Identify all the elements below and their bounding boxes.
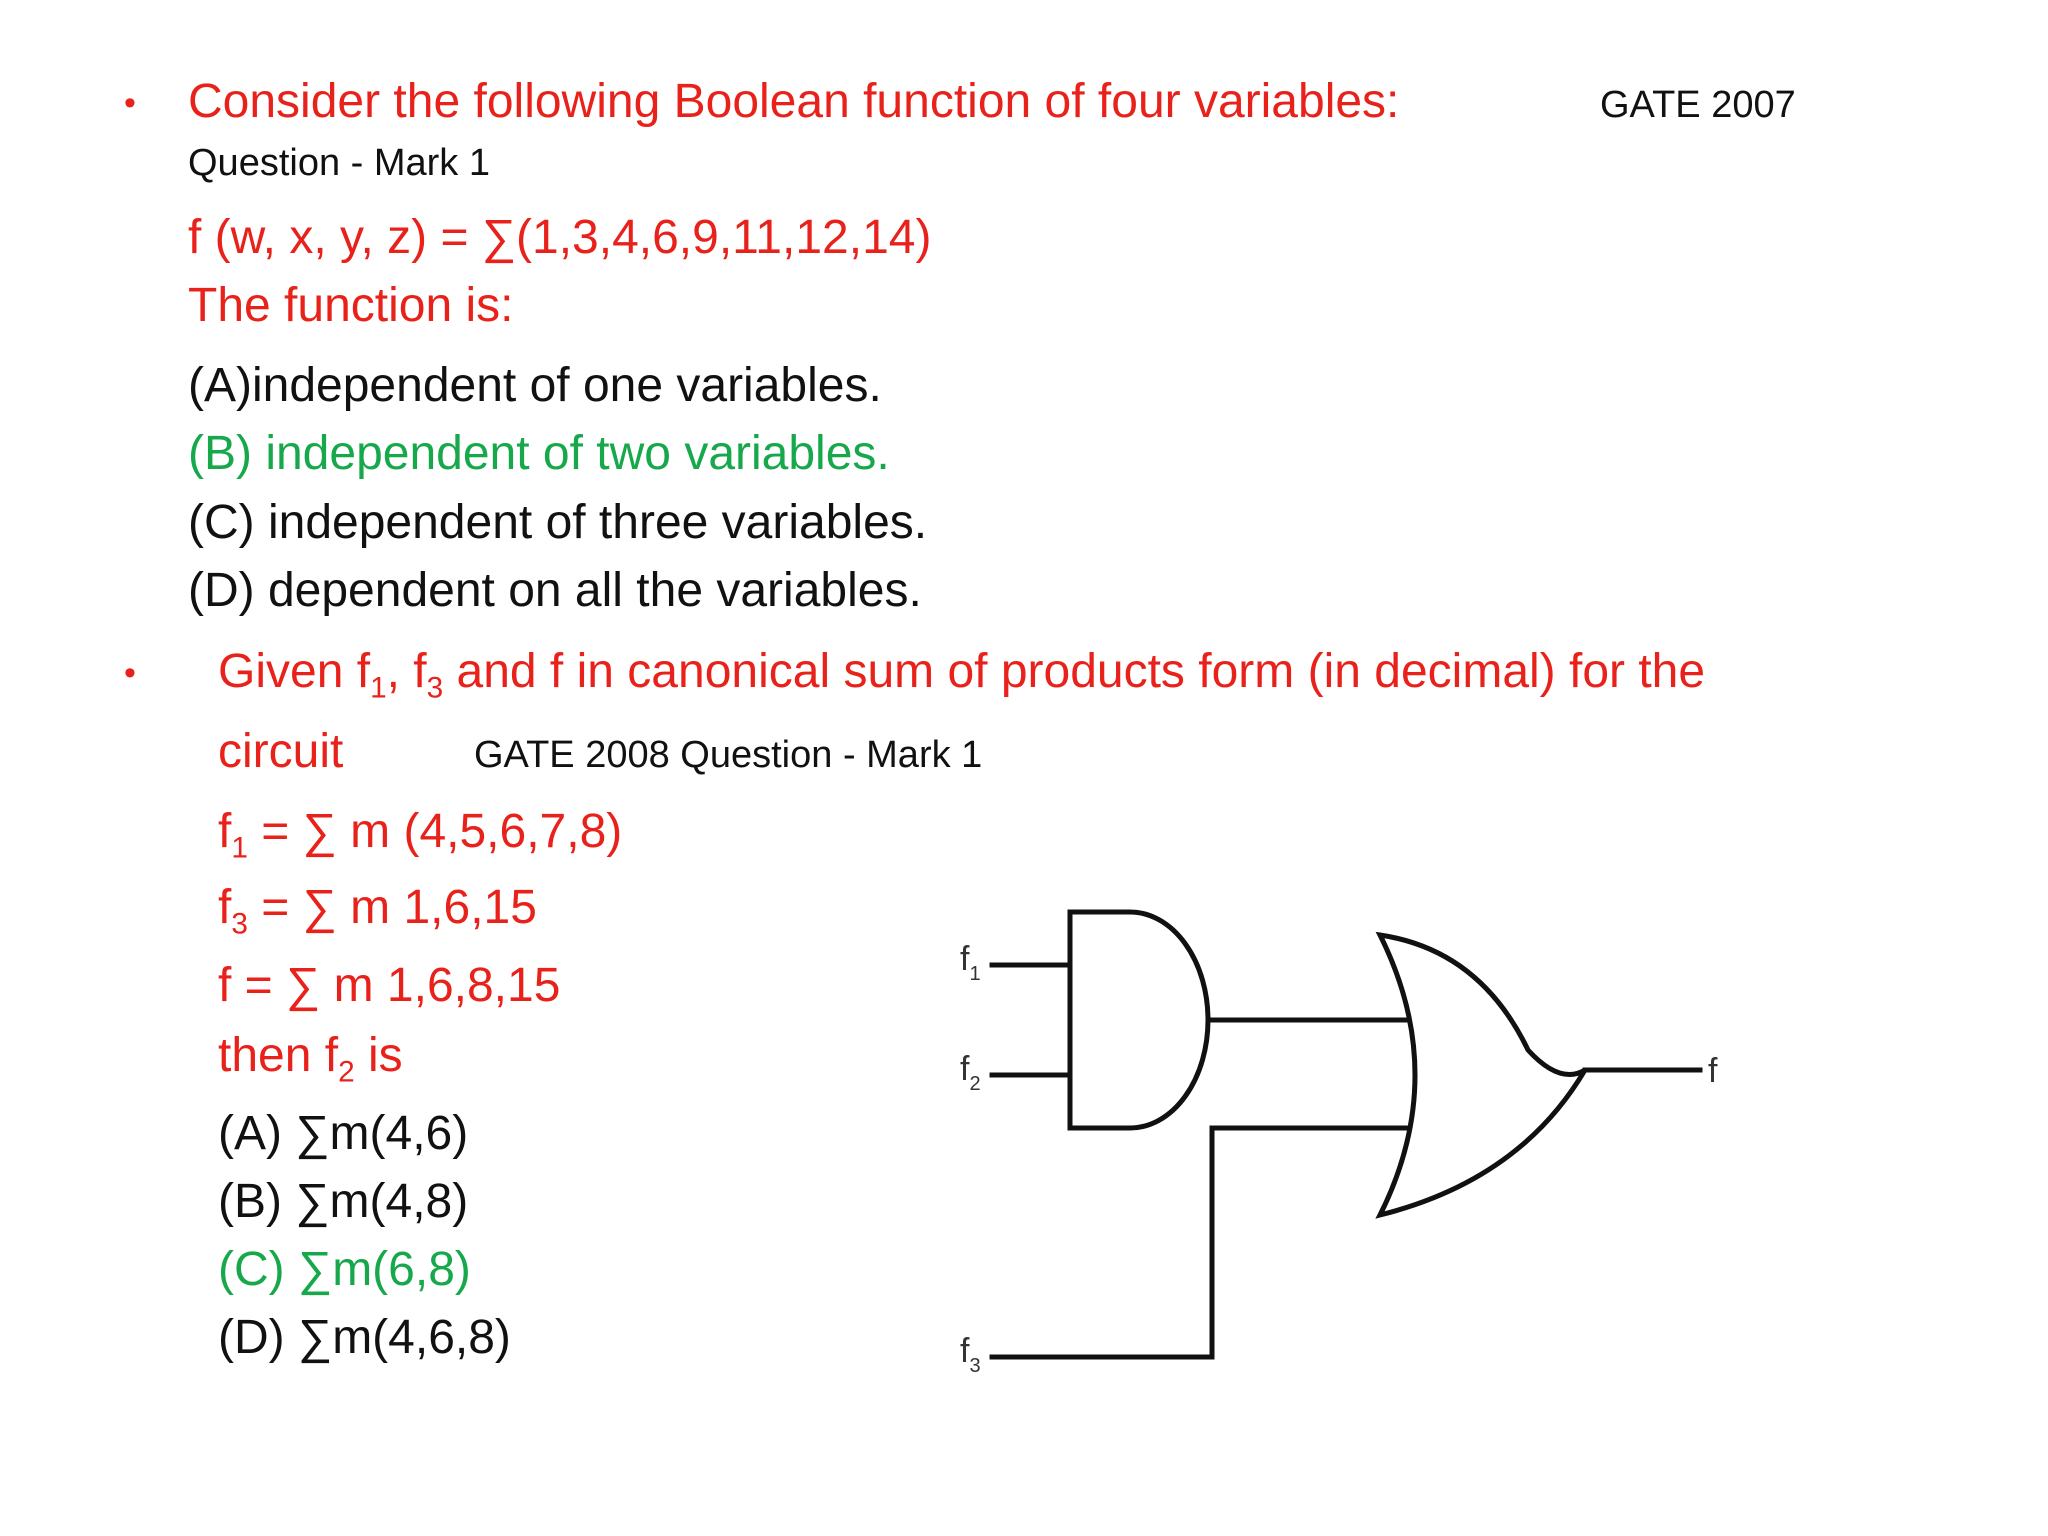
logic-circuit-diagram xyxy=(930,880,1730,1400)
q2-line2: circuit xyxy=(218,725,344,778)
q2-source: GATE 2008 Question - Mark 1 xyxy=(474,734,983,776)
q1-option-a: (A)independent of one variables. xyxy=(188,359,882,412)
q1-source-mark: Question - Mark 1 xyxy=(188,142,490,184)
circuit-label-out: f xyxy=(1708,1052,1718,1090)
q2-f3: $f_3$ = ∑ m 1,6,15 xyxy=(218,881,537,941)
q1-option-d: (D) dependent on all the variables. xyxy=(188,564,922,617)
circuit-label-f2: $f_2$ xyxy=(960,1050,981,1095)
q1-option-b: (B) independent of two variables. xyxy=(188,427,890,480)
q2-then: then $f_2$ is xyxy=(218,1029,403,1089)
wire-f3 xyxy=(992,1128,1418,1357)
q1-prompt: The function is: xyxy=(188,279,514,332)
and-gate xyxy=(1070,912,1208,1128)
circuit-label-f1: $f_1$ xyxy=(960,940,981,985)
q2-line1: Given $f_1$, $f_3$ and f in canonical sum of products form (in decimal) for the xyxy=(218,645,1706,705)
q1-intro: Consider the following Boolean function of four variables: xyxy=(188,75,1400,128)
q1-option-c: (C) independent of three variables. xyxy=(188,496,928,549)
circuit-label-f3: $f_3$ xyxy=(960,1332,981,1377)
bullet-q1: • xyxy=(124,84,136,122)
q1-function: f (w, x, y, z) = ∑(1,3,4,6,9,11,12,14) xyxy=(188,211,932,264)
q2-f1: $f_1$ = ∑ m (4,5,6,7,8) xyxy=(218,805,623,865)
or-gate xyxy=(1380,935,1585,1215)
q2-option-d: (D) ∑m(4,6,8) xyxy=(218,1311,511,1364)
bullet-q2: • xyxy=(124,654,136,692)
q2-option-a: (A) ∑m(4,6) xyxy=(218,1107,469,1160)
q1-source-year: GATE 2007 xyxy=(1600,84,1796,126)
q2-option-b: (B) ∑m(4,8) xyxy=(218,1175,469,1228)
q2-option-c: (C) ∑m(6,8) xyxy=(218,1243,471,1296)
q2-f: f = ∑ m 1,6,8,15 xyxy=(218,959,561,1012)
